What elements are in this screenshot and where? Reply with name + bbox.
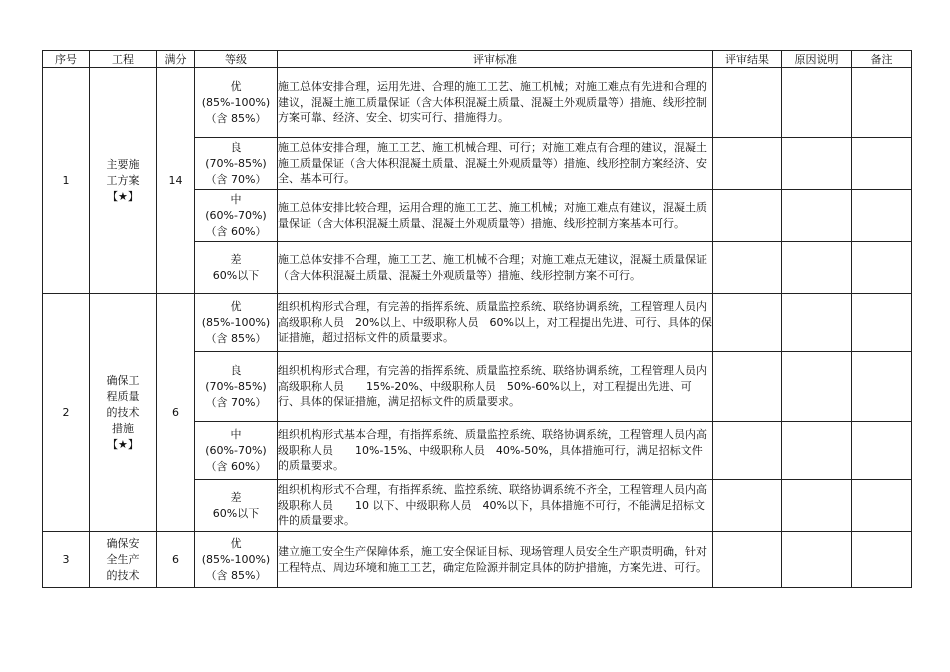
project-name: 确保工 程质量 的技术 措施 [106, 373, 140, 435]
grade-range: (60%-70%) [205, 443, 267, 457]
remark-cell [852, 294, 912, 352]
grade-cell [195, 242, 278, 294]
reason-cell [782, 532, 852, 588]
result-cell [713, 532, 782, 588]
criteria-text: 施工总体安排合理，运用先进、合理的施工工艺、施工机械；对施工难点有先进和合理的建议，混凝土施工质量保证（含大体积混凝土质量、混凝土外观质量等）措施、线形控制方案可靠、经济、安全、切实可行、措施得力。 [278, 68, 713, 138]
grade-range: 60%以下 [212, 506, 260, 520]
criteria-text: 施工总体安排合理，施工工艺、施工机械合理、可行；对施工难点有合理的建议，混凝土施工质量保证（含大体积混凝土质量、混凝土外观质量等）措施、线形控制方案经济、安全、基本可行。 [278, 138, 713, 190]
grade-cell [195, 68, 278, 138]
grade-name: 差 [230, 490, 242, 504]
grade-inclusive: （含 70%） [205, 395, 267, 409]
grade-inclusive: （含 85%） [205, 331, 267, 345]
grade-range: 60%以下 [212, 268, 260, 282]
grade-name: 中 [230, 192, 242, 206]
header-score: 满分 [157, 51, 195, 68]
remark-cell [852, 422, 912, 480]
project-cell [90, 532, 157, 588]
remark-cell [852, 190, 912, 242]
criteria-text: 组织机构形式合理，有完善的指挥系统、质量监控系统、联络协调系统，工程管理人员内高级职称人员 15%-20%、中级职称人员 50%-60%以上，对工程提出先进、可行、具体的保证措施，满足招标文件的质量要求。 [278, 352, 713, 422]
grade-range: (85%-100%) [201, 552, 271, 566]
grade-inclusive: （含 70%） [205, 172, 267, 186]
criteria-text: 组织机构形式不合理，有指挥系统、监控系统、联络协调系统不齐全，工程管理人员内高级职称人员 10 以下、中级职称人员 40%以下，具体措施不可行，不能满足招标文件的质量要求。 [278, 480, 713, 532]
grade-range: (60%-70%) [205, 208, 267, 222]
header-row [43, 51, 912, 68]
reason-cell [782, 294, 852, 352]
result-cell [713, 242, 782, 294]
table-row [43, 68, 912, 138]
grade-cell [195, 532, 278, 588]
grade-cell [195, 352, 278, 422]
grade-inclusive: （含 85%） [205, 111, 267, 125]
row-index: 3 [43, 532, 90, 588]
remark-cell [852, 480, 912, 532]
grade-range: (85%-100%) [201, 95, 271, 109]
grade-inclusive: （含 60%） [205, 459, 267, 473]
criteria-text: 组织机构形式基本合理，有指挥系统、质量监控系统、联络协调系统，工程管理人员内高级职称人员 10%-15%、中级职称人员 40%-50%，具体措施可行，满足招标文件的质量要求。 [278, 422, 713, 480]
result-cell [713, 190, 782, 242]
result-cell [713, 480, 782, 532]
header-project: 工程 [90, 51, 157, 68]
header-index: 序号 [43, 51, 90, 68]
grade-name: 优 [230, 299, 242, 313]
row-index: 2 [43, 294, 90, 532]
evaluation-table [42, 50, 912, 588]
project-name: 主要施 工方案 [106, 157, 140, 187]
star-mark: 【★】 [107, 437, 139, 451]
grade-inclusive: （含 60%） [205, 224, 267, 238]
header-grade: 等级 [195, 51, 278, 68]
table-row [43, 294, 912, 352]
star-mark: 【★】 [107, 189, 139, 203]
criteria-text: 施工总体安排不合理，施工工艺、施工机械不合理；对施工难点无建议，混凝土质量保证（含大体积混凝土质量、混凝土外观质量等）措施、线形控制方案不可行。 [278, 242, 713, 294]
reason-cell [782, 242, 852, 294]
full-score: 6 [157, 532, 195, 588]
grade-name: 良 [230, 140, 242, 154]
header-remark: 备注 [852, 51, 912, 68]
remark-cell [852, 68, 912, 138]
result-cell [713, 138, 782, 190]
reason-cell [782, 480, 852, 532]
reason-cell [782, 138, 852, 190]
project-cell [90, 68, 157, 294]
full-score: 6 [157, 294, 195, 532]
project-name: 确保安 全生产 的技术 [106, 536, 140, 582]
criteria-text: 建立施工安全生产保障体系，施工安全保证目标、现场管理人员安全生产职责明确，针对工程特点、周边环境和施工工艺，确定危险源并制定具体的防护措施，方案先进、可行。 [278, 532, 713, 588]
criteria-text: 组织机构形式合理，有完善的指挥系统、质量监控系统、联络协调系统，工程管理人员内高级职称人员 20%以上、中级职称人员 60%以上，对工程提出先进、可行、具体的保证措施，超过招标文件的质量要求。 [278, 294, 713, 352]
header-result: 评审结果 [713, 51, 782, 68]
remark-cell [852, 352, 912, 422]
grade-cell [195, 480, 278, 532]
grade-cell [195, 294, 278, 352]
remark-cell [852, 242, 912, 294]
grade-cell [195, 422, 278, 480]
grade-name: 中 [230, 427, 242, 441]
grade-name: 良 [230, 363, 242, 377]
header-reason: 原因说明 [782, 51, 852, 68]
grade-cell [195, 138, 278, 190]
result-cell [713, 294, 782, 352]
reason-cell [782, 68, 852, 138]
grade-range: (85%-100%) [201, 315, 271, 329]
grade-name: 优 [230, 79, 242, 93]
table-row [43, 532, 912, 588]
criteria-text: 施工总体安排比较合理，运用合理的施工工艺、施工机械；对施工难点有建议，混凝土质量保证（含大体积混凝土质量、混凝土外观质量等）措施、线形控制方案基本可行。 [278, 190, 713, 242]
remark-cell [852, 138, 912, 190]
result-cell [713, 352, 782, 422]
grade-range: (70%-85%) [205, 156, 267, 170]
result-cell [713, 422, 782, 480]
project-cell [90, 294, 157, 532]
row-index: 1 [43, 68, 90, 294]
result-cell [713, 68, 782, 138]
remark-cell [852, 532, 912, 588]
header-criteria: 评审标准 [278, 51, 713, 68]
full-score: 14 [157, 68, 195, 294]
grade-cell [195, 190, 278, 242]
reason-cell [782, 422, 852, 480]
grade-name: 差 [230, 252, 242, 266]
grade-inclusive: （含 85%） [205, 568, 267, 582]
grade-range: (70%-85%) [205, 379, 267, 393]
reason-cell [782, 190, 852, 242]
grade-name: 优 [230, 536, 242, 550]
reason-cell [782, 352, 852, 422]
